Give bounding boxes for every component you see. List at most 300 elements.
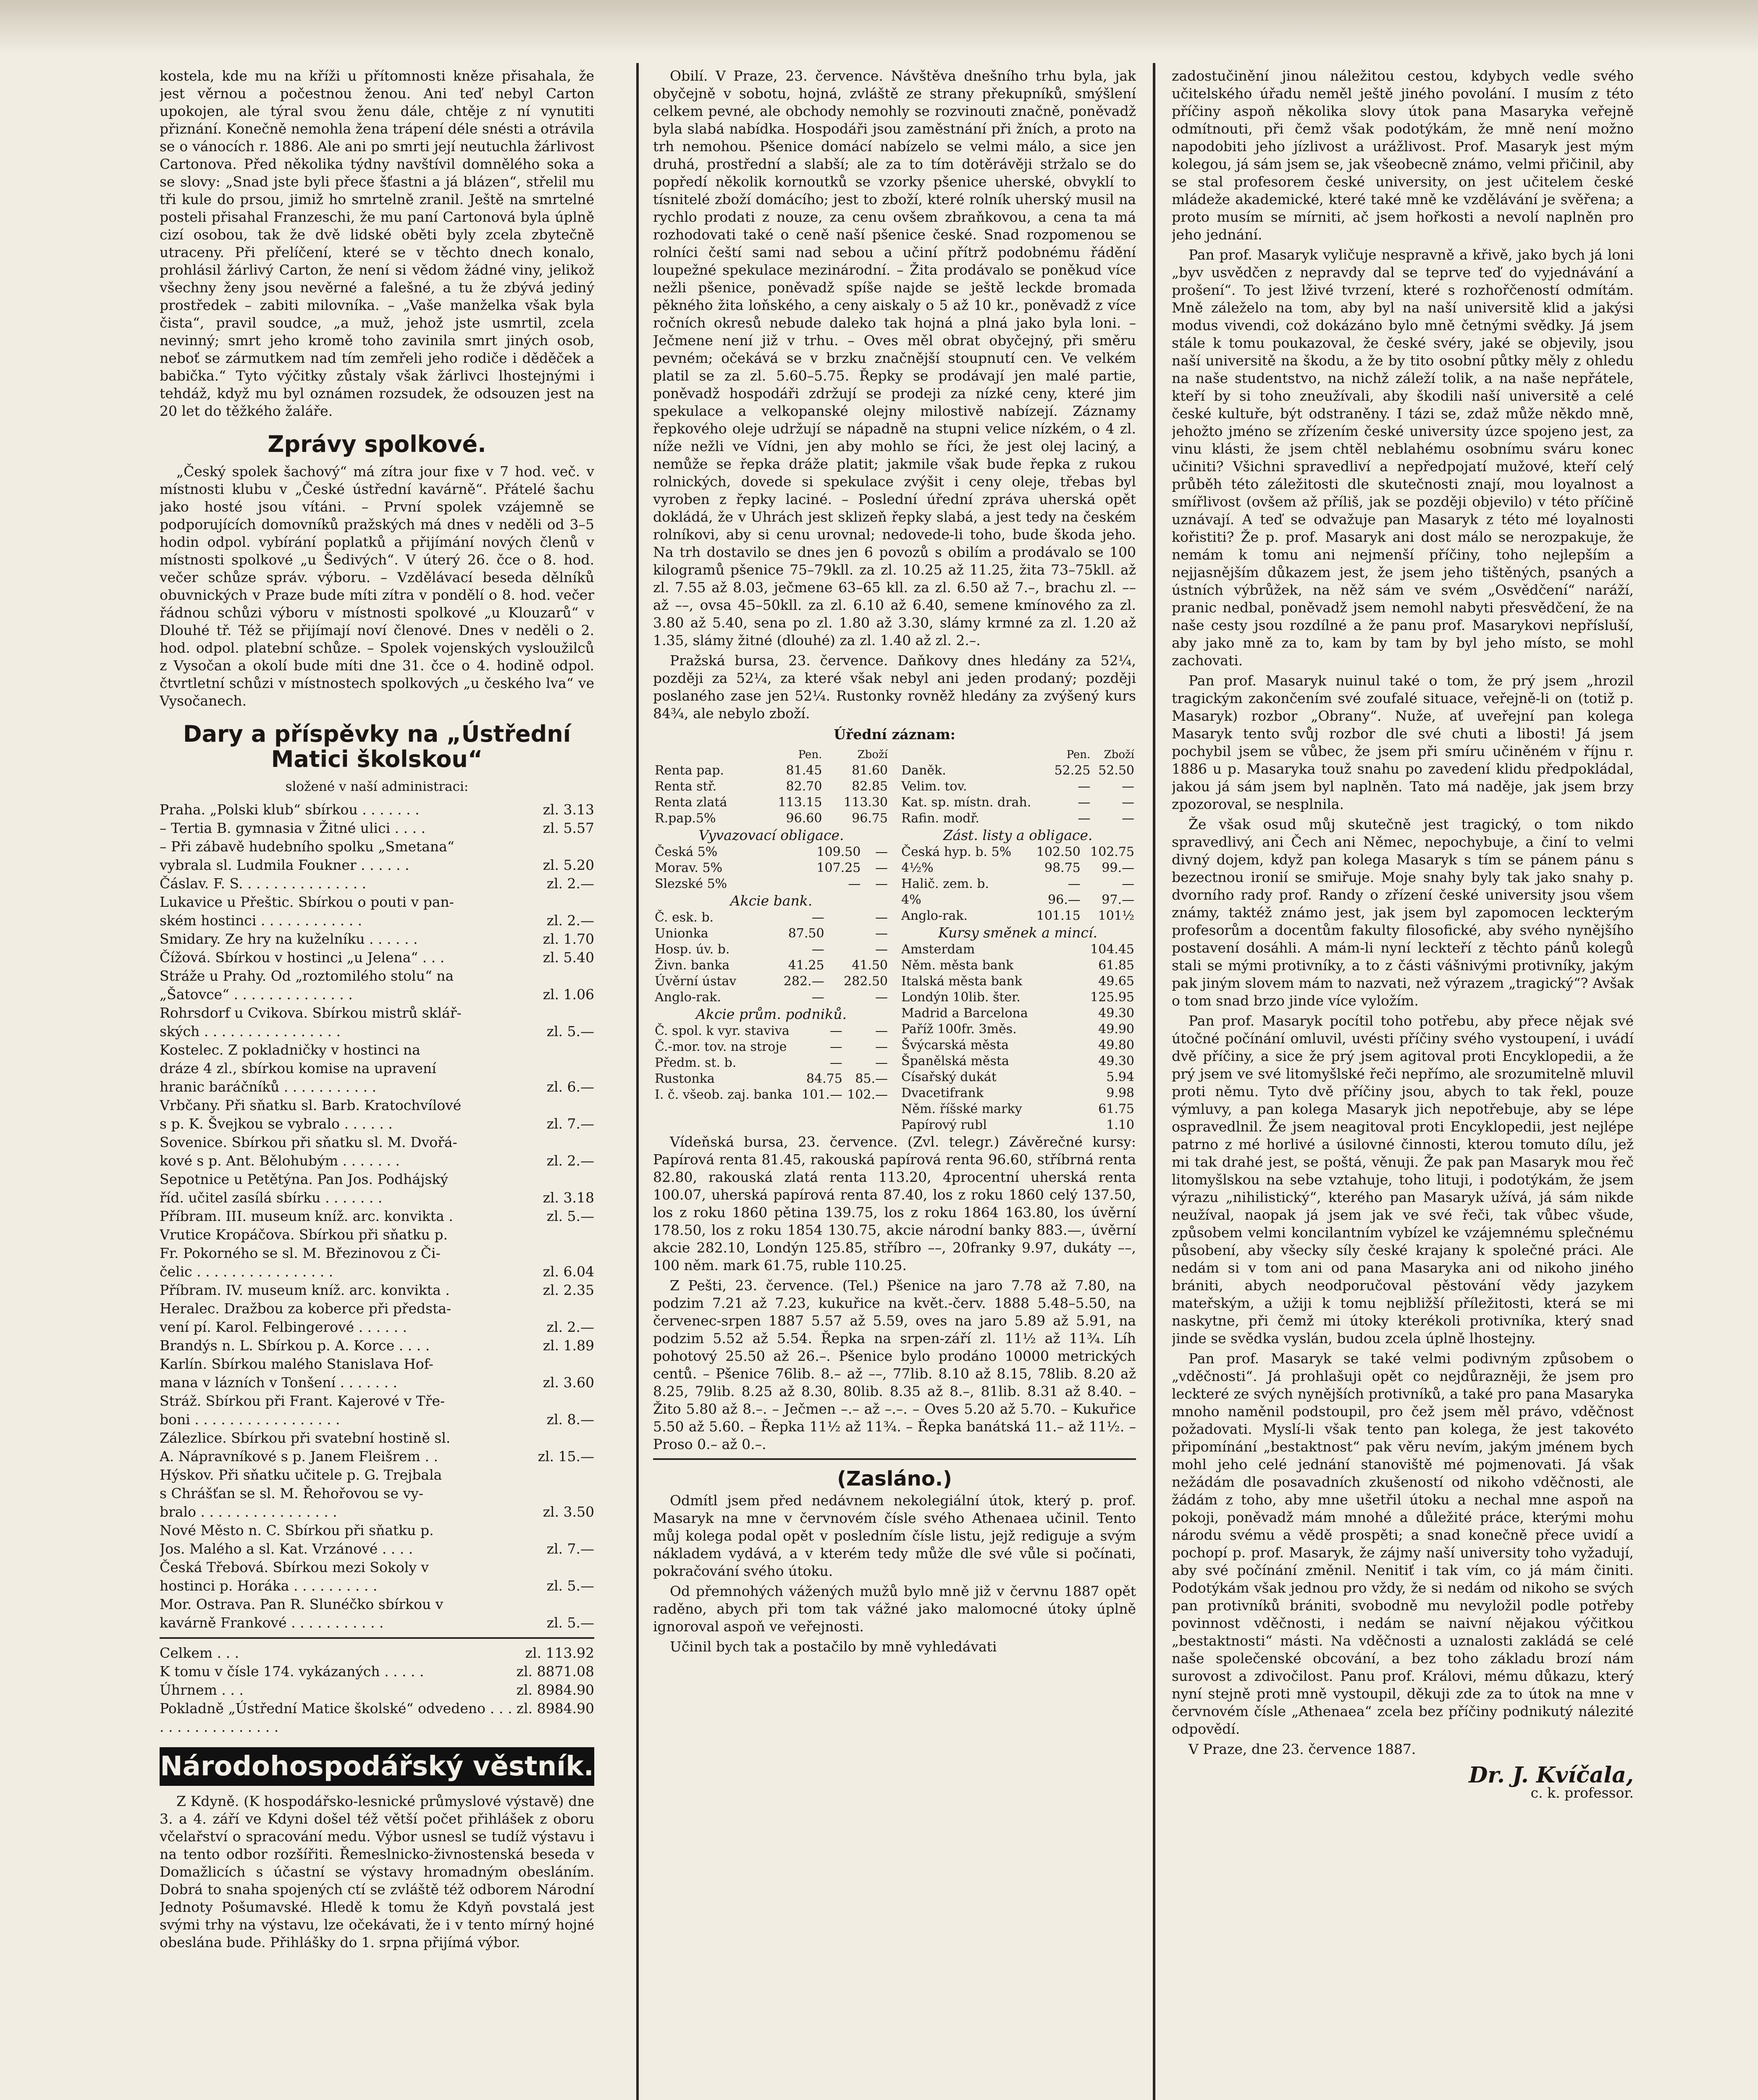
donation-row [160,967,594,985]
column-rule [636,63,639,2100]
donation-name: hranic baráčníků . . . . . . . . . . . [160,1079,377,1095]
table-cell: 102.— [847,1087,888,1102]
table-cell: Kat. sp. místn. drah. [901,795,1031,810]
donation-row [160,1410,594,1429]
donation-row [160,1503,594,1521]
donation-amount: zl. 1.89 [543,1337,594,1354]
donation-row [160,1263,594,1281]
table-cell: 9.98 [1106,1086,1134,1100]
donation-amount [523,967,594,985]
article-spolky: „Český spolek šachový“ má zítra jour fixe v 7 hod. več. v místnosti klubu v „České ústřední kavárně“. Přátelé šachu jako hosté jsou vítáni. – První spolek vzájemně se podporujících domovníků pražských má dnes v neděli od 3–5 hodin odpol. vybírání poplatků a přijímání nových členů v místnosti spolkové „u Šedivých“. V úterý 26. čce o 8. hod. večer schůze správ. výboru. – Vzdělávací beseda dělníků obuvnických v Praze bude míti zítra v pondělí o 8. hod. večer řádnou schůzi výboru v místnosti spolkové „u Klouzarů“ v Dlouhé tř. Též se přijímají noví členové. Dnes v neděli o 2. hod. odpol. platební schůze. – Spolek vojenských vysloužilců z Vysočan a okolí bude míti dne 31. čce o 4. hodině odpol. čtvrtletní schůzi v místnostech spolkových „u českého lva“ ve Vysočanech. [160,463,594,709]
donation-name: Stráže u Prahy. Od „roztomilého stolu“ na [160,968,454,984]
donation-name: říd. učitel zasílá sbírku . . . . . . . [160,1189,383,1206]
table-cell: Halič. zem. b. [901,877,989,891]
donation-row [160,1540,594,1558]
donation-row [160,1059,594,1078]
table-row [900,974,1136,990]
donation-amount: zl. 2.— [546,875,594,892]
donation-amount [523,1521,594,1540]
table-cell: Paříž 100fr. 3měs. [901,1022,1017,1037]
heading-zast: Zást. listy a obligace. [943,827,1093,843]
table-cell: Papírový rubl [901,1118,987,1132]
odvedeno-row: Pokladně „Ústřední Matice školské“ odvedeno . . . . . . . . . . . . . . . . . zl. 8984.90 [160,1700,594,1735]
column-1 [160,67,594,2100]
donation-row [160,1466,594,1484]
table-row [900,1037,1136,1053]
table-cell: 52.25 [1054,763,1091,778]
table-cell: 82.70 [786,779,822,794]
table-cell: 97.— [1102,892,1134,907]
donation-name: Sepotnice u Petětýna. Pan Jos. Podhájský [160,1171,449,1187]
table-cell: Česká 5% [655,845,718,859]
donation-row [160,930,594,948]
donation-row [160,801,594,819]
table-cell: Rustonka [655,1071,715,1086]
table-row [653,942,889,958]
article-pest: Z Pešti, 23. července. (Tel.) Pšenice na jaro 7.78 až 7.80, na podzim 7.21 až 7.23, kukuřice na květ.-červ. 1888 5.48–5.50, na červenec-srpen 1887 5.57 až 5.59, oves na jaro 5.89 až 5.91, na podzim 5.52 až 5.54. Řepka na srpen-září zl. 11½ až 11¾. Líh pohotový 25.50 až 26.–. Pšenice bylo prodáno 10000 metrických centů. – Pšenice 76lib. 8.– až ––, 77lib. 8.10 až 8.15, 78lib. 8.20 až 8.25, 79lib. 8.25 až 8.30, 80lib. 8.35 až 8.–, 81lib. 8.31 až 8.40. – Žito 5.80 až 8.–. – Ječmen –.– až –.–. – Oves 5.20 až 5.70. – Kukuřice 5.50 až 5.60. – Řepka 11½ až 11¾. – Řepka banátská 11.– až 11½. – Proso 0.– až 0.–. [653,1277,1136,1452]
donation-amount: zl. 6.— [546,1079,594,1095]
table-cell: Dvacetifrank [901,1086,984,1100]
table-cell: — [1122,795,1134,810]
table-prum [653,1023,889,1103]
table-cell: — [875,942,888,957]
donation-row [160,1207,594,1226]
donation-amount: zl. 5.— [546,1578,594,1594]
table-cell: 87.50 [788,926,824,941]
table-row [900,908,1136,924]
donation-amount [523,1096,594,1115]
table-cell: — [875,926,888,941]
table-cell: 49.80 [1098,1038,1134,1053]
table-row [653,779,889,795]
column-2 [653,67,1136,2100]
donation-name: Čížová. Sbírkou v hostinci „u Jelena“ . . . [160,949,445,966]
table-cell: 81.45 [786,763,822,778]
table-row [900,942,1136,958]
zaslano-p1: Odmítl jsem před nedávnem nekolegiální útok, který p. prof. Masaryk na mne v červnovém čísle svého Athenaea učinil. Tento můj kolega podal opět v posledním čísle listu, jejž rediguje a svým nákladem vydává, a v kterém tedy může dle své vůle si počínati, pokračování svého útoku. [653,1492,1136,1579]
table-cell: — [875,990,888,1005]
signature: Dr. J. Kvíčala, [1469,1762,1634,1788]
donation-name: Rohrsdorf u Cvikova. Sbírkou mistrů sklář- [160,1005,462,1021]
donation-name: kavárně Frankové . . . . . . . . . . . [160,1614,384,1631]
table-row [900,1021,1136,1037]
donation-name: boni . . . . . . . . . . . . . . . . . [160,1411,340,1428]
table-row [900,876,1136,892]
donation-amount [523,1392,594,1410]
donation-name: mana v lázních v Tonšení . . . . . . . [160,1374,397,1391]
table-cell: 104.45 [1090,942,1134,957]
kvicala-p6: Pan prof. Masaryk se také velmi podivným způsobem o „vděčnosti“. Já prohlašuji opět co nejdůrazněji, že jsem pro leckteré ze svých nynějších protivníků, a také pro pana Masaryka mnoho naměnil podstoupil, pro čež jsem měl právo, vděčnost požadovati. Myslí-li však tento pan kolega, že jest takovéto připomínání „bestaktnost“ pak věru nevím, jakým jménem bych mohl jeho celé jednání stanoviště mé pojmenovati. Já však nežádám dle posavadních zkušeností od nikoho vděčnosti, ale žádám z toho, aby mne ušetřil útoku a nechal mne aspoň na pokoji, poněvadž mám mnohé a důležité práce, kterými mohu národu svému a vědě prospěti; a snad konečně přece uvidí a pochopí p. prof. Masaryk, že zájmy naší university toho vyžadují, aby své počínání změnil. Nenitiť i tak vím, co já mám činiti. Podotýkám však jednou pro vždy, že si nedám od nikoho se svých pan protivníků brániti, svobodně mu nevyložil podle potřeby povinnost vděčnosti, i nedám se naivní nějakou výčitkou „bestaktnosti“ másti. Na vděčnosti a uznalosti zakládá se celé naše společenské obcování, a bez toho základu brozí nám surovost a zdivočilost. Panu prof. Královi, mému důkazu, který nyní stejně proti mně vystoupil, děkuji zde za to útok na mne v červnovém čísle „Athenaea“ zcela bez příčiny podnikutý nálezité odpovědí. [1172,1350,1634,1737]
table-cell: 82.85 [852,779,888,794]
donation-amount: zl. 5.40 [543,949,594,966]
donation-name: Hýskov. Při sňatku učitele p. G. Trejbala [160,1467,442,1483]
table-cell: — [1078,811,1091,826]
table-cell: 49.30 [1098,1054,1134,1068]
table-cell: Anglo-rak. [655,990,721,1005]
donation-row [160,1004,594,1022]
table-cell: — [1122,811,1134,826]
table-cell: 109.50 [816,845,861,859]
table-cell: Italská města bank [901,974,1023,989]
donation-row [160,837,594,856]
table-cell: Předm. st. b. [655,1055,737,1070]
donation-name: s p. K. Švejkou se vybralo . . . . . . [160,1116,393,1132]
table-row [653,1055,889,1071]
donation-amount: zl. 3.60 [543,1374,594,1391]
donation-row [160,1041,594,1059]
table-cell: 81.60 [852,763,888,778]
donation-row [160,1447,594,1466]
table-row [653,910,889,926]
table-row [653,926,889,942]
donation-row [160,1355,594,1373]
donation-row [160,874,594,893]
table-cell: — [829,1040,842,1054]
table-cell: — [875,845,888,859]
donation-amount: zl. 3.13 [543,801,594,818]
donation-amount: zl. 5.— [546,1023,594,1040]
table-cell: Česká hyp. b. 5% [901,845,1012,859]
column-3 [1172,67,1634,2100]
table-cell: — [875,1055,888,1070]
table-cell: — [811,942,824,957]
table-row [653,1071,889,1087]
table-row [900,1117,1136,1133]
donation-amount: zl. 1.70 [543,931,594,947]
table-cell: 4½% [901,861,934,875]
article-kdyne: Z Kdyně. (K hospodářsko-lesnické průmyslové výstavě) dne 3. a 4. září ve Kdyni došel též větší počet přihlášek z oboru včelařství o spracování medu. Výbor usnesl se tudíž výstavu i na tento odbor rozšířiti. Řemeslnicko-živnostenská beseda v Domažlicích s účastní se výstavy hromadným obesláním. Dobrá to snaha spojených ctí se zvláště též odborem Národní Jednoty Pošumavské. Hledě k tomu že Kdyň povstalá jest svými trhy na výstavu, lze očekávati, že i v tento mírný hojné obeslána bude. Přihlášky do 1. srpna přijímá výbor. [160,1793,594,1950]
donation-row [160,1226,594,1244]
donation-name: Zálezlice. Sbírkou při svatební hostině sl. [160,1430,451,1446]
table-cell: 96.60 [786,811,822,826]
table-lots [900,747,1136,827]
donation-row [160,1133,594,1152]
table-cell: 125.95 [1090,990,1134,1005]
donation-row [160,1281,594,1299]
table-cell: Renta stř. [655,779,717,794]
table-cell: 5.94 [1106,1070,1134,1084]
table-cell: 113.15 [778,795,822,810]
donation-amount [523,1059,594,1078]
donation-row [160,1096,594,1115]
table-row [900,990,1136,1005]
table-row [653,876,889,892]
table-cell: 113.30 [844,795,888,810]
table-cell: Č.-mor. tov. na stroje [655,1040,787,1054]
column-rule [1153,63,1155,2100]
donation-row [160,1022,594,1041]
donation-name: Sovenice. Sbírkou při sňatku sl. M. Dvořá- [160,1134,457,1150]
table-cell: — [1122,779,1134,794]
table-cell: Daněk. [901,763,946,778]
table-header-cell [653,747,758,763]
ktomu-row: K tomu v čísle 174. vykázaných . . . . . zl. 8871.08 [160,1663,594,1680]
donation-amount [523,1299,594,1318]
table-cell: 96.75 [852,811,888,826]
table-cell: 98.75 [1044,861,1081,875]
table-cell: Morav. 5% [655,861,723,875]
donation-amount [523,1558,594,1577]
donation-name: Čáslav. F. S. . . . . . . . . . . . . . . [160,875,367,892]
donation-amount [523,1484,594,1503]
donation-row [160,819,594,837]
table-cell: 1.10 [1106,1118,1134,1132]
donation-name: bralo . . . . . . . . . . . . . . . . [160,1504,337,1520]
table-row [900,860,1136,876]
table-row [653,958,889,974]
kvicala-p1: zadostučinění jinou náležitou cestou, kdybych vedle svého učitelského úřadu neměl ještě jiného povolání. I musím z této příčiny aspoň několika slovy útok pana Masaryka veřejně odmítnouti, při čemž však podotýkám, že mně není možno napodobiti jeho jízlivost a urážlivost. Prof. Masaryk jest mým kolegou, já sám jsem se, jak všeobecně známo, velmi přičinil, aby se stal profesorem české university, on jest učitelem české mládeže akademické, které také mně ke vzdělávání je svěřena; a proto musím se mírniti, ač jsem hořkosti a nevolí naplněn pro jeho jednání. [1172,68,1634,243]
table-header-cell: Zboží [857,748,888,761]
donation-amount: zl. 8.— [546,1411,594,1428]
donation-row [160,1189,594,1207]
donation-amount: zl. 7.— [546,1116,594,1132]
donation-amount: zl. 6.04 [543,1263,594,1280]
table-cell: 99.— [1102,861,1134,875]
donation-name: Vrutice Kropáčova. Sbírkou při sňatku p. [160,1226,448,1243]
kvicala-p4: Že však osud můj skutečně jest tragický, o tom nikdo spravedlivý, ani Čech ani Němec, nepochybuje, a činí to velmi divný dojem, když pan kolega Masaryk s tím se pánem pánu s bezectnou ironií se smiřuje. Moje snahy byly tak jako snahy p. dvorního rady prof. Randy o zřízení české university jsou všem známy, taktéž známo jest, jak jsem byl zapomocen leckterým profesorům a docentům fakulty filosofické, aby svého nynějšího postavení dosáhli. A mám-li nyní leckteří z těchto pánů kolegů stali se mými protivníky, a to z části vášnivými protivníky, jakým pak jiným slovem mám to nazvati, než výrazem „tragický“? Avšak o tom snad brzo jinde více vyložím. [1172,816,1634,1009]
table-cell: 52.50 [1098,763,1134,778]
table-header-cell [900,747,1048,763]
zaslano-p2: Od přemnohých vážených mužů bylo mně již v červnu 1887 opět raděno, abych při tom tak vážné jako malomocné útoky úplně ignoroval aspoň ve veřejnosti. [653,1583,1136,1635]
donation-amount [523,1226,594,1244]
divider [653,1458,1136,1460]
table-cell: Londýn 10lib. šter. [901,990,1021,1005]
table-bank [653,910,889,1005]
table-cell: — [875,877,888,891]
donation-amount: zl. 15.— [538,1448,594,1465]
donation-amount [523,1429,594,1447]
donation-amount: zl. 2.— [546,1152,594,1169]
donation-amount [523,837,594,856]
table-row [900,763,1136,779]
donation-row [160,1595,594,1614]
table-state [653,747,889,827]
table-cell: — [848,877,861,891]
table-cell: — [811,990,824,1005]
donation-amount [523,1244,594,1263]
table-cell: — [1122,877,1134,891]
donation-row [160,1078,594,1096]
donation-amount: zl. 5.— [546,1208,594,1224]
table-row [900,1085,1136,1101]
heading-kursy: Kursy směnek a mincí. [938,924,1097,941]
donation-row [160,1115,594,1133]
table-cell: 101.15 [1036,908,1081,923]
donation-name: – Při zábavě hudebního spolku „Smetana“ [160,838,454,855]
table-cell: Živn. banka [655,958,730,973]
donation-row [160,1521,594,1540]
table-cell: 84.75 [806,1071,842,1086]
table-cell: 85.— [855,1071,888,1086]
table-row [900,1069,1136,1085]
table-cell: 49.65 [1098,974,1134,989]
donation-name: kové s p. Ant. Bělohubým . . . . . . . [160,1152,400,1169]
table-cell: — [875,910,888,925]
donation-name: hostinci p. Horáka . . . . . . . . . . [160,1578,378,1594]
table-cell: — [811,910,824,925]
donations-list [160,801,594,1632]
donation-row [160,1336,594,1355]
table-row [900,958,1136,974]
table-row [900,1101,1136,1117]
table-cell: 282.50 [844,974,888,989]
table-cell: Něm. města bank [901,958,1014,973]
donation-amount [523,1355,594,1373]
dary-subtitle: složené v naší administraci: [285,779,469,794]
table-cell: — [829,1055,842,1070]
table-row [653,860,889,876]
table-row [900,1053,1136,1069]
donation-name: Praha. „Polski klub“ sbírkou . . . . . . . [160,801,420,818]
donation-amount: zl. 3.50 [543,1504,594,1520]
table-cell: Úvěrní ústav [655,974,737,989]
table-cell: — [1078,795,1091,810]
article-carton-end: kostela, kde mu na kříži u přítomnosti kněze přisahala, že jest věrnou a počestnou ženou. Ani teď nebyl Carton upokojen, ale týral svou ženu dále, chtěje z ní vynutiti přiznání. Konečně nemohla žena trápení déle snésti a otrávila se o vánocích r. 1886. Ale ani po smrti její neutuchla žárlivost Cartonova. Před několika týdny navštívil domnělého soka a se slovy: „Snad jste byli přece šťastni a já blázen“, střelil mu tři kule do prsou, jimiž ho smrtelně zranil. Ještě na smrtelné posteli přisahal Franzeschi, že mu paní Cartonová byla úplně cizí osobou, tak že dvě lidské oběti byly zcela zbytečně utraceny. Při přelíčení, které se v těchto dnech konalo, prohlásil žárlivý Carton, že není si vědom žádné viny, jelikož všechny ženy jsou nevěrné a falešné, a tu že zbývá jediný prostředek – zabiti milovníka. – „Vaše manželka však byla čista“, pravil soudce, „a muž, jehož jste usmrtil, zcela nevinný; smrt jeho kromě toho zavinila smrt jiných osob, neboť se zármutkem nad tím zemřeli jeho rodiče i děděček a babička.“ Tyto výčitky zůstaly však žárlivci lhostejnými i tehdáž, když mu byl oznámen rozsudek, že odsouzen jest na 20 let do těžkého žaláře. [160,68,594,419]
donation-row [160,856,594,874]
table-cell: Rafin. modř. [901,811,979,826]
table-cell: Něm. říšské marky [901,1102,1022,1116]
table-cell: 61.85 [1098,958,1134,973]
donation-name: Stráž. Sbírkou při Frant. Kajerové v Tře- [160,1393,445,1409]
table-header-cell: Pen. [798,748,822,761]
heading-uredni-zaznam: Úřední záznam: [834,726,955,743]
market-tables [653,747,1136,1133]
donation-name: dráze 4 zl., sbírkou komise na upravení [160,1060,436,1076]
donation-name: Lukavice u Přeštic. Sbírkou o pouti v pan- [160,894,454,910]
table-vyvaz [653,844,889,892]
donation-amount [523,1595,594,1614]
donation-amount: zl. 2.— [546,912,594,929]
donation-row [160,1429,594,1447]
table-header-cell: Pen. [1066,748,1091,761]
table-cell: Hosp. úv. b. [655,942,730,957]
table-zast [900,844,1136,924]
donation-amount: zl. 7.— [546,1541,594,1557]
donation-name: Karlín. Sbírkou malého Stanislava Hof- [160,1356,433,1372]
donation-amount [523,1041,594,1059]
donation-amount [523,1133,594,1152]
heading-zpravy-spolkove: Zprávy spolkové. [268,431,486,457]
table-cell: — [829,1024,842,1038]
table-cell: — [875,861,888,875]
heading-narodohospodarsky: Národohospodářský věstník. [160,1747,594,1786]
table-cell: — [875,1040,888,1054]
donation-row [160,1152,594,1170]
table-row [653,990,889,1005]
donation-name: ském hostinci . . . . . . . . . . . . [160,912,362,929]
table-row [900,811,1136,827]
donation-amount [523,893,594,911]
donation-row [160,948,594,967]
donation-name: Jos. Malého a sl. Kat. Vrzánové . . . . [160,1541,413,1557]
table-cell: Velim. tov. [901,779,967,794]
table-row [653,811,889,827]
donation-amount: zl. 1.06 [543,986,594,1003]
donation-name: Smidary. Ze hry na kuželníku . . . . . . [160,931,418,947]
donation-name: Vrbčany. Při sňatku sl. Barb. Kratochvílové [160,1097,462,1113]
donation-row [160,911,594,930]
table-cell: 41.25 [788,958,824,973]
donation-name: Příbram. III. museum kníž. arc. konvikta . [160,1208,453,1224]
table-row [653,1039,889,1055]
page-edge [0,0,1758,55]
table-cell: Renta pap. [655,763,724,778]
heading-akcie-prum: Akcie prům. podniků. [696,1006,847,1022]
table-cell: Unionka [655,926,708,941]
uhrnem-row: Úhrnem . . . zl. 8984.90 [160,1682,594,1698]
table-row [653,795,889,811]
article-prazska-bursa: Pražská bursa, 23. července. Daňkovy dnes hledány za 52¼, později za 52¼, za které však nebyl ani jeden prodaný; později poslaného zase jen 52¼. Rustonky rovněž hledány za zvýšený kurs 84¾, ale nebylo zboží. [653,652,1136,722]
table-cell: 282.— [783,974,824,989]
donation-row [160,1318,594,1336]
table-row [900,844,1136,860]
table-cell: Císařský dukát [901,1070,997,1084]
donation-amount [523,1466,594,1484]
donation-row [160,1392,594,1410]
donation-row [160,1577,594,1595]
table-cell: Amsterdam [901,942,975,957]
donation-row [160,1170,594,1189]
table-cell: Renta zlatá [655,795,727,810]
heading-vyvaz: Vyvazovací obligace. [698,827,844,843]
table-cell: 61.75 [1098,1102,1134,1116]
donation-amount: zl. 2.— [546,1319,594,1335]
donation-row [160,1484,594,1503]
table-row [900,892,1136,908]
donation-row [160,1299,594,1318]
table-cell: 49.30 [1098,1006,1134,1021]
table-cell: 101½ [1098,908,1134,923]
donation-amount: zl. 5.57 [543,820,594,836]
heading-zaslano: (Zasláno.) [837,1467,952,1491]
table-cell: 101.— [802,1087,842,1102]
kvicala-p5: Pan prof. Masaryk pocítil toho potřebu, aby přece nějak své útočné počínání omluvil, uvésti příčiny svého vystoupení, i uvádí dvě příčiny, a sice že prý jsem agitoval proti Encyklopedii, a že prý jsem ve své litomyšlské řeči nepřímo, ale srozumitelně mluvil proti němu. Tyto dvě příčiny jsou, abych to tak řekl, pouze výmluvy, a pan kolega Masaryk jich nepotřebuje, aby se lépe ospravedlnil. Že jsem neagitoval proti Encyklopedii, jest nejlépe patrno z mé horlivé a úsilovné činnosti, kterou tomuto dílu, jež mi tak drahé jest, se poštá, věnuji. Že pak pan Masaryk mou řeč litomyšlskou na sebe vztahuje, toho lituji, i podotýkám, že jsem výrazu „nihilistický“, kterého pan Masaryk užívá, já sám nikde neužíval, naopak já jsem jak ve své řeči, tak vůbec všude, způsobem velmi koncilantním vybízel ke vzájemnému splečnému působení, aby všecky síly české krajany k společné práci. Ale nedám si v tom ani od pana Masaryka ani od nikoho jiného brániti, abych neodporučoval pěstování vědy jazykem mateřským, a užiji k tomu nejbližší příležitosti, která se mi naskytne, při čemž mi útoky kterékoli protivníka, který snad jinde se svědka vyslán, budou zcela úplně lhostejny. [1172,1013,1634,1347]
donation-amount: zl. 5.— [546,1614,594,1631]
table-cell: Anglo-rak. [901,908,968,923]
table-cell: 107.25 [816,861,861,875]
table-cell: 41.50 [852,958,888,973]
table-header-cell: Zboží [1104,748,1134,761]
donation-name: Heralec. Dražbou za koberce při předsta- [160,1300,451,1317]
article-obili: Obilí. V Praze, 23. července. Návštěva dnešního trhu byla, jak obyčejně v sobotu, hojná, zvláště ze strany překupníků, smýšlení celkem pevné, ale obchody nemohly se rozvinouti značně, poněvadž byla slabá nabídka. Hospodáři jsou zaměstnání při žních, a proto na trh nemohou. Pšenice domácí nabízelo se velmi málo, a sice jen druhá, prostřední a slabší; ale za to tím dotěrávěji stržalo se do popředí několik kornoutků se vzorky pšenice uherské, obvyklí to tísnitelé zboží domácího; jest to zboží, které rolník uherský musil na rychlo prodati z nouze, za cenu ovšem zbraňkovou, a cena ta má rozhodovati také o ceně naší pšenice české. Snad rozpomenou se rolníci čeští sami nad sebou a učiní přítrž podobnému řádění loupežné spekulace mezinárodní. – Žita prodávalo se poněkud více nežli pšenice, poněvadž spíše najde se ještě leckde bromada pěkného žita loňského, a ceny aiskaly o 5 až 10 kr., poněvadž z více ročních okresů nebude daleko tak hojná a plná jako byla loni. – Ječmene není již v trhu. – Oves měl obrat obyčejný, při směru pevném; očekává se v brzku značnější stoupnutí cen. Ve velkém platil se za zl. 5.60–5.75. Řepky se prodávají jen malé partie, poněvadž hospodáři zdržují se prodeji za nízké ceny, které jim spekulace a velkopanské olejny milostivě nabízejí. Záznamy řepkového oleje udržují se nápadně na stupni velice nízkém, o 4 zl. níže nežli ve Vídni, jen aby mohlo se říci, že jest olej laciný, a nemůže se řepka dráže platit; jakmile však bude řepka z rukou rolnických, dovede si spekulace zvýšit i ceny oleje, třebas byl vyroben z řepky laciné. – Poslední úřední zpráva uherská opět dokládá, že v Uhrách jest sklizeň řepky slabá, a jest tedy na českém rolníkovi, aby si cenu urovnal; nedovede-li toho, bude škoda jeho. Na trh dostavilo se dnes jen 6 povozů s obilím a prodávalo se 100 kilogramů pšenice 75–79kll. za zl. 10.25 až 11.25, žita 73–75kll. až zl. 7.55 až 8.03, ječmene 63–65 kll. za zl. 6.50 až 7.–, brachu zl. –– až ––, ovsa 45–50kll. za zl. 6.10 až 6.40, semene kmínového za zl. 3.80 až 5.40, sena po zl. 1.80 až 3.30, slámy krmné za zl. 1.20 až 1.35, slámy žitné (dlouhé) za zl. 1.40 až zl. 2.–. [653,68,1136,648]
donation-amount [523,1170,594,1189]
table-row [653,763,889,779]
donation-name: Příbram. IV. museum kníž. arc. konvikta . [160,1282,450,1298]
table-row [653,844,889,860]
donation-name: Nové Město n. C. Sbírkou při sňatku p. [160,1522,434,1538]
table-row [653,974,889,990]
donation-amount: zl. 5.20 [543,857,594,873]
signature-title: c. k. professor. [1530,1785,1634,1801]
table-cell: Španělská města [901,1054,1009,1068]
table-cell: 49.90 [1098,1022,1134,1037]
kvicala-p3: Pan prof. Masaryk nuinul také o tom, že prý jsem „hrozil tragickým zakončením své zoufalé situace, veřejně-li on (totiž p. Masaryk) rozbor „Obrany“. Nuže, ať uveřejní pan kolega Masaryk tento svůj rozbor dle své chuti a libosti! Já jsem pochybil jsem se vůbec, že jsem při smíru učiněném v říjnu r. 1886 u p. Masaryka touž snahu po zavedení klidu předpokládal, jakou já sám jsem byl naplněn. Tato má naděje, jak jsem brzy zpozoroval, se nesplnila. [1172,672,1634,812]
dateline: V Praze, dne 23. července 1887. [1189,1741,1416,1757]
table-cell: — [875,1024,888,1038]
donation-name: – Tertia B. gymnasia v Žitné ulici . . . . [160,820,426,836]
donation-name: vybrala sl. Ludmila Foukner . . . . . . [160,857,409,873]
donation-name: ských . . . . . . . . . . . . . . . . [160,1023,341,1040]
zaslano-p3: Učinil bych tak a postačilo by mně vyhledávati [670,1638,997,1655]
article-videnska-bursa: Vídeňská bursa, 23. července. (Zvl. telegr.) Závěrečné kursy: Papírová renta 81.45, rakouská papírová renta 96.60, stříbrná renta 82.80, rakouská zlatá renta 113.20, 4procentní uherská renta 100.07, uherská papírová renta 87.40, los z roku 1860 celý 137.50, los z roku 1860 pětina 139.75, los z roku 1864 163.80, los úvěrní 178.50, los z roku 1854 130.75, akcie národní banky 883.—, úvěrní akcie 282.10, Londýn 125.85, stříbro ––, 20franky 9.97, dukáty ––, 100 něm. mark 61.75, ruble 110.25. [653,1134,1136,1273]
donation-amount: zl. 2.35 [543,1282,594,1298]
kvicala-p2: Pan prof. Masaryk vyličuje nespravně a křivě, jako bych já loni „byv usvědčen z nepravdy dal se teprve teď do vyjednávání a prošení“. To jest lživé tvrzení, které s rozhořčeností odmítám. Mně záleželo na tom, aby byl na naší universitě klid a jakýsi modus vivendi, což dokázáno bylo mně četnými svědky. Já jsem stále k tomu poukazoval, že české svéry, jaké se objevily, jsou naší universitě na škodu, a že by tito osobní půtky měly z ohledu na naše studentstvo, na nichž záleží tolik, a na naše nepřátele, kteří by si toho zneužívali, aby škodili naší universitě a celé české kultuře, být odstraněny. I tázi se, zdaž může někdo mně, jehožto jméno se zřízením české university úzce spojeno jest, za vinu klásti, že jsem chtěl neblahému osobnímu sváru konec učiniti? Všichni spravedliví a nepředpojatí mužové, kteří celý průběh této záležitosti dle skutečnosti znají, mou loyalnost a smířlivost (ovšem až příliš, jak se později objevilo) v této příčině uznávají. A teď se odvažuje pan Masaryk z této mé loyalnosti kořistiti? Že p. prof. Masaryk ani dost málo se nerozpakuje, že nemám k tomu ani nejmenší příčiny, toho nejlepším a nejjasnějším důkazem jest, že jsem jeho tištěných, psaných a ústních výbrůžek, na něž sám ve svém „Osvědčení“ naráží, pranic nedbal, poněvadž jsem nemohl nabyti přesvědčení, že na naše cesty jsou rozdílné a že panu prof. Masarykovi nepřísluší, aby jako mně za to, kam by tam by byl jeho místo, se mohl zachovati. [1172,247,1634,669]
donation-name: vení pí. Karol. Felbingerové . . . . . . [160,1319,407,1335]
table-cell: Madrid a Barcelona [901,1006,1028,1021]
table-row [653,1087,889,1103]
table-row [900,779,1136,795]
divider [160,1637,594,1639]
